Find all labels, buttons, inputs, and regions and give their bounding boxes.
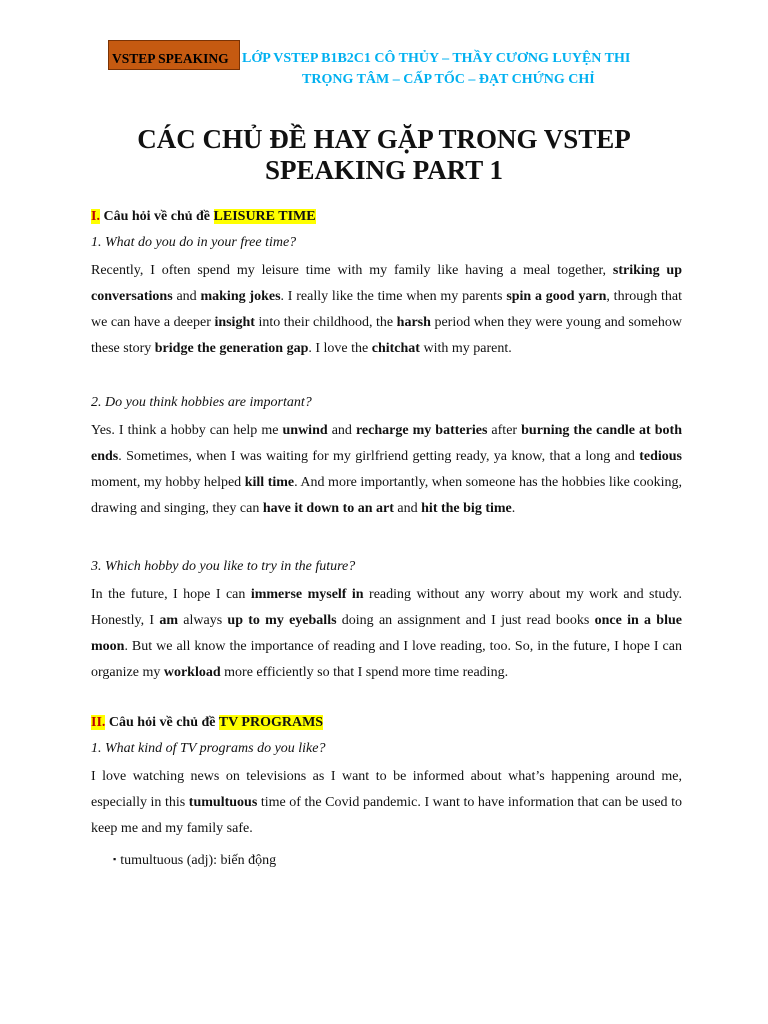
key-phrase: bridge the generation gap (154, 341, 309, 356)
answer-text: Recently, I often spend my leisure time with my family like having a meal together, (91, 263, 613, 278)
key-phrase: making jokes (200, 289, 281, 304)
vocab-item (113, 848, 682, 872)
answer-paragraph (91, 582, 682, 686)
title-line-1: CÁC CHỦ ĐỀ HAY GẶP TRONG VSTEP (137, 124, 631, 154)
answer-text: , through that we can have a deeper (91, 289, 683, 330)
answer-paragraph (91, 418, 682, 522)
answer-text: and (327, 423, 356, 438)
document-body (91, 206, 682, 872)
answer-text: always (178, 613, 228, 628)
key-phrase: tumultuous (188, 795, 258, 810)
answer-text: period when they were young and somehow these story (91, 315, 682, 356)
answer-text: time of the Covid pandemic. I want to have information that can be used to keep me and my family safe. (91, 795, 683, 836)
key-phrase: hit the big time (421, 501, 512, 516)
section-numeral: II. (91, 715, 106, 730)
section-heading-tv-programs (91, 712, 682, 734)
answer-text: I love watching news on televisions as I want to be informed about what’s happening around me, especially in this (91, 769, 682, 810)
section-numeral: I. (91, 209, 100, 224)
answer-text: moment, my hobby helped (91, 475, 245, 490)
answer-text: In the future, I hope I can (91, 587, 251, 602)
key-phrase: chitchat (371, 341, 420, 356)
vstep-speaking-badge (108, 40, 240, 70)
key-phrase: workload (163, 665, 221, 680)
key-phrase: up to my eyeballs (227, 613, 337, 628)
badge-label: VSTEP SPEAKING (112, 51, 229, 66)
answer-text: with my parent. (419, 341, 512, 356)
answer-text: . I love the (308, 341, 372, 356)
key-phrase: once in a blue moon (91, 613, 682, 654)
answer-text: . I really like the time when my parents (280, 289, 507, 304)
section-topic: TV PROGRAMS (218, 715, 324, 730)
question: 1. What kind of TV programs do you like? (91, 741, 326, 756)
answer-text: and (172, 289, 201, 304)
answer-text: more efficiently so that I spend more time reading. (220, 665, 509, 680)
section-topic: LEISURE TIME (213, 209, 316, 224)
key-phrase: tedious (639, 449, 682, 464)
key-phrase: am (159, 613, 178, 628)
answer-paragraph (91, 258, 682, 362)
key-phrase: recharge my batteries (355, 423, 488, 438)
page-title (0, 124, 768, 186)
answer-paragraph (91, 764, 682, 842)
bullet-icon: ▪ (113, 854, 117, 864)
answer-text: . (511, 501, 516, 516)
key-phrase: spin a good yarn (506, 289, 607, 304)
key-phrase: harsh (396, 315, 431, 330)
header-line-2: TRỌNG TÂM – CẤP TỐC – ĐẠT CHỨNG CHỈ (302, 72, 595, 87)
key-phrase: unwind (282, 423, 328, 438)
key-phrase: striking up conversations (91, 263, 683, 304)
vocab-text: tumultuous (adj): biến động (120, 853, 277, 868)
answer-text: . And more importantly, when someone has the hobbies like cooking, drawing and singing, they can (91, 475, 683, 516)
answer-text: and (393, 501, 422, 516)
title-line-2: SPEAKING PART 1 (264, 155, 504, 185)
answer-text: after (487, 423, 522, 438)
answer-text: Yes. I think a hobby can help me (91, 423, 283, 438)
question: 3. Which hobby do you like to try in the future? (91, 559, 356, 574)
section-heading-leisure-time (91, 206, 682, 228)
key-phrase: have it down to an art (262, 501, 394, 516)
answer-text: . But we all know the importance of reading and I love reading, too. So, in the future, I hope I can organize my (91, 639, 682, 680)
key-phrase: immerse myself in (250, 587, 364, 602)
key-phrase: insight (214, 315, 255, 330)
section-prefix: Câu hỏi về chủ đề (108, 715, 216, 730)
answer-text: into their childhood, the (254, 315, 397, 330)
section-prefix: Câu hỏi về chủ đề (103, 209, 211, 224)
key-phrase: kill time (244, 475, 295, 490)
question: 1. What do you do in your free time? (91, 235, 297, 250)
answer-text: doing an assignment and I just read books (336, 613, 595, 628)
key-phrase: burning the candle at both ends (91, 423, 682, 464)
question: 2. Do you think hobbies are important? (91, 395, 312, 410)
header-line-1: LỚP VSTEP B1B2C1 CÔ THỦY – THẦY CƯƠNG LUYỆN THI (242, 51, 631, 66)
answer-text: reading without any worry about my work and study. Honestly, I (91, 587, 682, 628)
answer-text: . Sometimes, when I was waiting for my girlfriend getting ready, ya know, that a long and (118, 449, 640, 464)
